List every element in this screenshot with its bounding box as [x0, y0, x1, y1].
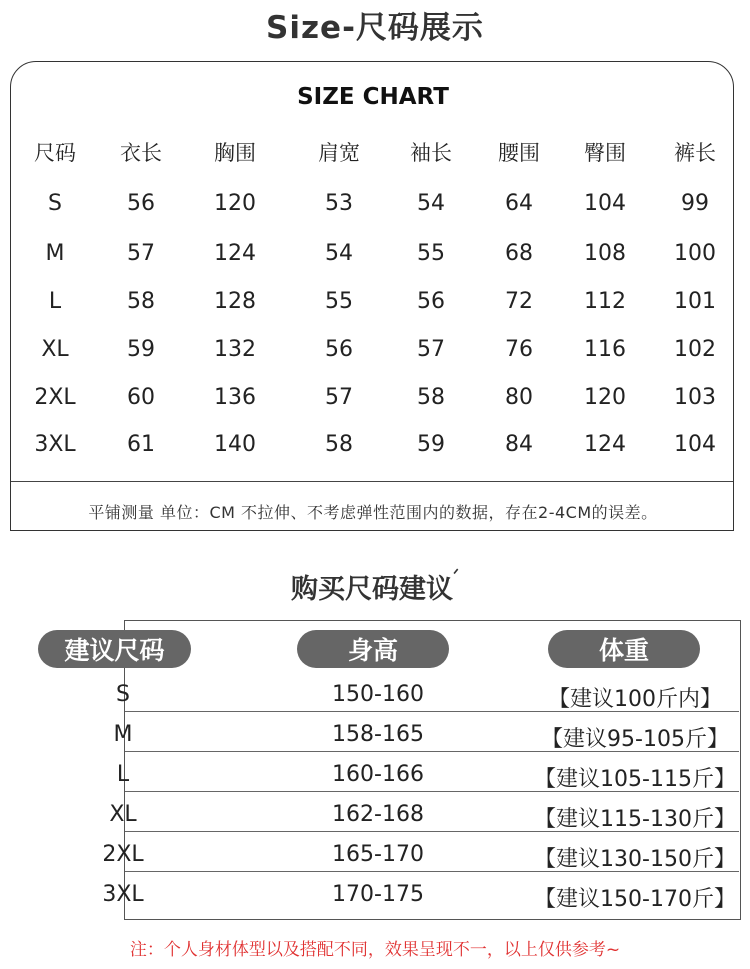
table-cell-weight: 【建议115-130斤】: [534, 807, 736, 832]
table-cell-shoulder: 57: [325, 385, 353, 410]
table-cell-hip: 116: [584, 337, 626, 362]
recommendation-title-text: 购买尺码建议: [291, 574, 454, 605]
table-cell-size: 3XL: [102, 882, 144, 907]
column-header-shoulder: 肩宽: [318, 141, 360, 165]
table-cell-size: XL: [109, 802, 137, 827]
table-cell-chest: 132: [214, 337, 256, 362]
table-cell-sleeve: 59: [417, 432, 445, 457]
table-cell-weight: 【建议150-170斤】: [534, 887, 736, 912]
table-cell-length: 58: [127, 289, 155, 314]
column-header-size: 尺码: [34, 141, 76, 165]
measurement-note: 平铺测量 单位：CM 不拉伸、不考虑弹性范围内的数据，存在2-4CM的误差。: [88, 503, 658, 522]
recommendation-table: [64, 620, 741, 920]
table-cell-sleeve: 54: [417, 191, 445, 216]
table-cell-height: 158-165: [332, 722, 424, 747]
header-pill-height: 身高: [297, 630, 449, 668]
column-header-sleeve: 袖长: [410, 141, 452, 165]
table-row: [102, 876, 739, 916]
column-header-length: 衣长: [120, 141, 162, 165]
table-cell-chest: 124: [214, 241, 256, 266]
table-cell-weight: 【建议105-115斤】: [534, 767, 736, 792]
table-cell-size: 3XL: [34, 432, 76, 457]
table-cell-sleeve: 58: [417, 385, 445, 410]
table-cell-waist: 76: [505, 337, 533, 362]
row-divider: [125, 711, 739, 712]
table-cell-pants-length: 101: [674, 289, 716, 314]
table-cell-pants-length: 104: [674, 432, 716, 457]
row-divider: [125, 751, 739, 752]
row-divider: [125, 831, 739, 832]
table-cell-hip: 112: [584, 289, 626, 314]
table-cell-hip: 104: [584, 191, 626, 216]
table-cell-hip: 108: [584, 241, 626, 266]
table-cell-length: 61: [127, 432, 155, 457]
table-cell-hip: 124: [584, 432, 626, 457]
table-cell-shoulder: 54: [325, 241, 353, 266]
size-chart-title: SIZE CHART: [297, 84, 449, 110]
table-cell-size: M: [113, 722, 133, 747]
table-cell-size: S: [116, 682, 130, 707]
table-row: [116, 676, 739, 716]
table-cell-height: 170-175: [332, 882, 424, 907]
table-cell-size: 2XL: [34, 385, 76, 410]
table-cell-waist: 84: [505, 432, 533, 457]
column-header-pants-length: 裤长: [674, 141, 716, 165]
table-cell-shoulder: 55: [325, 289, 353, 314]
table-cell-shoulder: 56: [325, 337, 353, 362]
table-cell-shoulder: 53: [325, 191, 353, 216]
table-cell-sleeve: 56: [417, 289, 445, 314]
table-row: [113, 716, 739, 756]
table-cell-sleeve: 57: [417, 337, 445, 362]
table-cell-pants-length: 99: [681, 191, 709, 216]
column-header-hip: 臀围: [584, 141, 626, 165]
table-cell-height: 150-160: [332, 682, 424, 707]
table-cell-waist: 64: [505, 191, 533, 216]
recommendation-title: [0, 567, 750, 606]
table-cell-waist: 80: [505, 385, 533, 410]
table-cell-chest: 120: [214, 191, 256, 216]
table-row: [116, 756, 739, 796]
table-cell-weight: 【建议100斤内】: [548, 687, 722, 712]
table-cell-hip: 120: [584, 385, 626, 410]
table-cell-pants-length: 103: [674, 385, 716, 410]
sparkle-icon: ᐟ: [453, 567, 459, 583]
table-cell-chest: 140: [214, 432, 256, 457]
header-pill-size: 建议尺码: [38, 630, 191, 668]
table-row: [109, 796, 739, 836]
table-cell-chest: 136: [214, 385, 256, 410]
footer-note: 注：个人身材体型以及搭配不同，效果呈现不一，以上仅供参考~: [129, 940, 621, 960]
table-cell-size: L: [48, 289, 62, 314]
table-cell-length: 56: [127, 191, 155, 216]
table-cell-pants-length: 102: [674, 337, 716, 362]
column-header-chest: 胸围: [214, 141, 256, 165]
table-cell-weight: 【建议130-150斤】: [534, 847, 736, 872]
table-cell-length: 57: [127, 241, 155, 266]
size-chart-panel: [10, 61, 734, 531]
table-cell-size: XL: [41, 337, 69, 362]
table-cell-length: 59: [127, 337, 155, 362]
table-cell-height: 165-170: [332, 842, 424, 867]
table-row: [102, 836, 739, 876]
table-cell-height: 162-168: [332, 802, 424, 827]
table-cell-chest: 128: [214, 289, 256, 314]
table-cell-size: M: [45, 241, 65, 266]
table-cell-sleeve: 55: [417, 241, 445, 266]
table-cell-weight: 【建议95-105斤】: [541, 727, 729, 752]
table-cell-length: 60: [127, 385, 155, 410]
table-cell-waist: 68: [505, 241, 533, 266]
table-cell-waist: 72: [505, 289, 533, 314]
row-divider: [125, 791, 739, 792]
table-cell-size: S: [48, 191, 62, 216]
page-title: Size-尺码展示: [266, 10, 484, 46]
size-chart-divider: [11, 481, 733, 482]
header-pill-weight: 体重: [548, 630, 700, 668]
table-cell-pants-length: 100: [674, 241, 716, 266]
table-cell-shoulder: 58: [325, 432, 353, 457]
table-cell-size: 2XL: [102, 842, 144, 867]
row-divider: [125, 871, 739, 872]
table-cell-height: 160-166: [332, 762, 424, 787]
column-header-waist: 腰围: [498, 141, 540, 165]
table-cell-size: L: [116, 762, 130, 787]
